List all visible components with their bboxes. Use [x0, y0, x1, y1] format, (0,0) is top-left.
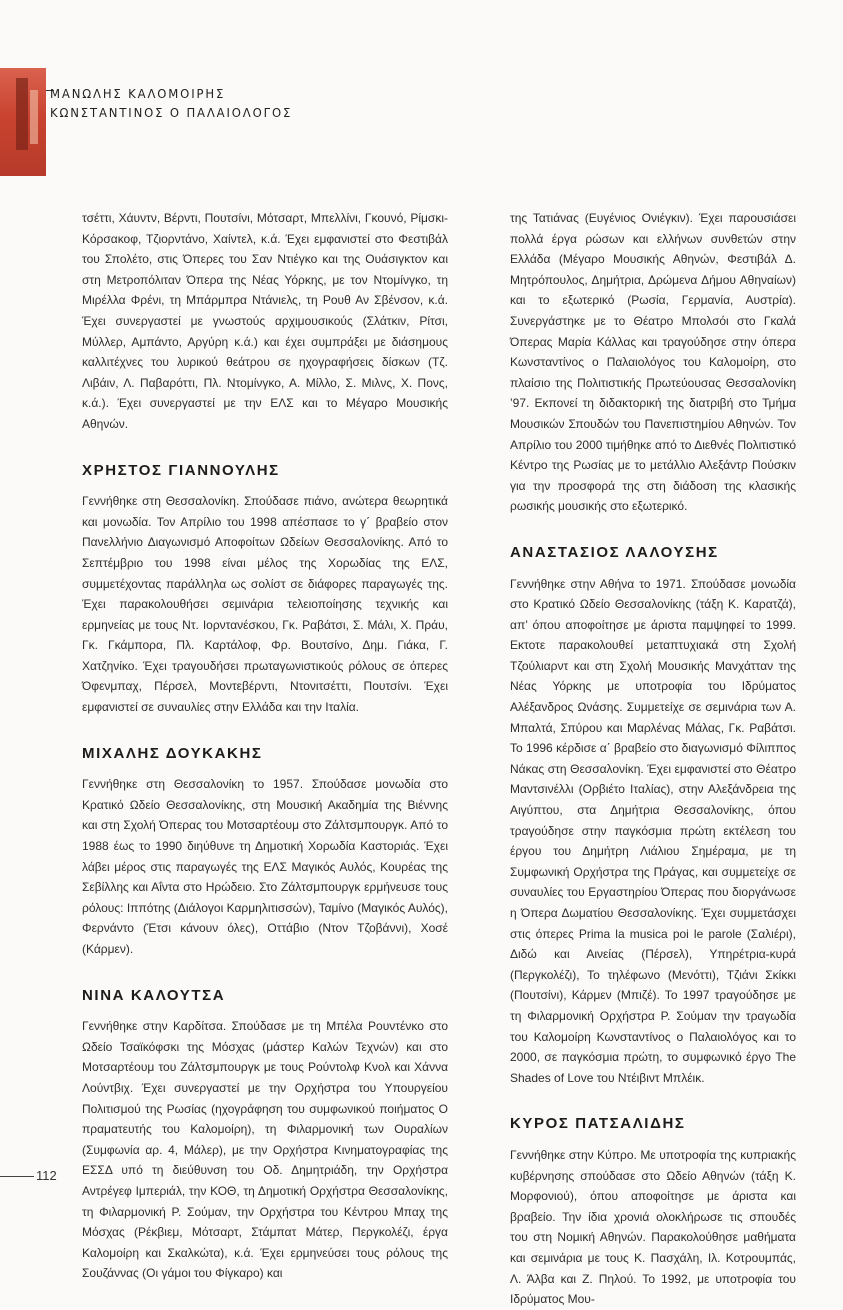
- biography-paragraph: Γεννήθηκε στην Αθήνα το 1971. Σπούδασε μονωδία στο Κρατικό Ωδείο Θεσσαλονίκης (τάξη Κ. Καρατζά), απ’ όπου αποφοίτησε με άριστα παμψηφεί το 1999. Εκτοτε παρακολουθεί μεταπτυχιακά στη Σχολή Τζούλιαρντ και στη Σχολή Μουσικής Μανχάτταν της Νέας Υόρκης με υποτροφία του Ιδρύματος Αλέξανδρος Ωνάσης. Συμμετείχε σε σεμινάρια των Α. Μπαλτά, Σπύρου και Μαρλένας Μάλας, Γκ. Ραβάτσι. Το 1996 κέρδισε α΄ βραβείο στο διαγωνισμό Φίλιππος Νάκας στη Θεσσαλονίκη. Έχει εμφανιστεί στο Θέατρο Μαντσινέλλι (Ορβιέτο Ιταλίας), στην Αλεξάνδρεια της Αιγύπτου, στα Δημήτρια Θεσσαλονίκης, όπου τραγούδησε στην παγκόσμια πρώτη εκτέλεση του έργου του Δημήτρη Λιάλιου Σημέραμα, με τη Συμφωνική Ορχήστρα της Πράγας, και συμμετείχε σε συναυλίες του Εργαστηρίου Όπερας που διοργάνωσε η Όπερα Δωματίου Θεσσαλονίκης. Έχει συμμετάσχει στις όπερες Prima la musica poi le parole (Σαλιέρι), Διδώ και Αινείας (Πέρσελ), Υπηρέτρια-κυρά (Περγκολέζι), Το τηλέφωνο (Μενόττι), Τζιάνι Σκίκκι (Πουτσίνι), Κάρμεν (Μπιζέ). Το 1997 τραγούδησε με τη Φιλαρμονική Ορχήστρα Ρ. Σούμαν την τραγωδία του Καλομοίρη Κωνσταντίνος ο Παλαιολόγος και το 2000, σε παγκόσμια πρώτη, το συμφωνικό έργο The Shades of Love του Ντέιβιντ Μπλέικ.: [510, 576, 796, 1085]
- header-line-composer: ΜΑΝΩΛΗΣ ΚΑΛΟΜΟΙΡΗΣ: [50, 86, 226, 101]
- running-header: [50, 84, 292, 122]
- header-thumbnail-image: [0, 68, 46, 176]
- header-line-opera: ΚΩΝΣΤΑΝΤΙΝΟΣ Ο ΠΑΛΑΙΟΛΟΓΟΣ: [50, 105, 293, 120]
- biography-paragraph: Γεννήθηκε στη Θεσσαλονίκη. Σπούδασε πιάνο, ανώτερα θεωρητικά και μονωδία. Τον Απρίλιο του 1998 απέσπασε το γ΄ βραβείο στον Πανελλήνιο Διαγωνισμό Αποφοίτων Ωδείων Θεσσαλονίκης. Από το Σεπτέμβριο του 1998 είναι μέλος της Χορωδίας της ΕΛΣ, συμμετέχοντας παράλληλα ως σολίστ σε διάφορες παραγωγές της. Έχει παρακολουθήσει σεμινάρια τελειοποίησης τεχνικής και ερμηνείας με τους Ντ. Ιορντανέσκου, Γκ. Ραβάτσι, Σ. Μάλι, Χ. Πράυ, Γκ. Γκάμπορα, Πλ. Καρτάλοφ, Φρ. Βουτσίνο, Δημ. Γιάκα, Γ. Χατζηνίκο. Έχει τραγουδήσει πρωταγωνιστικούς ρόλους σε όπερες Όφενμπαχ, Πέρσελ, Μοντεβέρντι, Ντονιτσέττι, Πουτσίνι. Έχει εμφανιστεί σε συναυλίες στην Ελλάδα και την Ιταλία.: [82, 494, 448, 715]
- section-heading: ΚΥΡΟΣ ΠΑΤΣΑΛΙΔΗΣ: [510, 1115, 686, 1133]
- footer-rule: [0, 1176, 34, 1177]
- thumbnail-figure: [16, 78, 28, 150]
- section-heading: ΧΡΗΣΤΟΣ ΓΙΑΝΝΟΥΛΗΣ: [82, 461, 280, 479]
- paragraph-continued: τσέττι, Χάυντν, Βέρντι, Πουτσίνι, Μότσαρτ, Μπελλίνι, Γκουνό, Ρίμσκι-Κόρσακοφ, Τζιορντάνο, Χαίντελ, κ.ά. Έχει εμφανιστεί στο Φεστιβάλ του Σπολέτο, στις Όπερες του Σαν Ντιέγκο και της Ουάσιγκτον και στη Μετροπόλιταν Όπερα της Νέας Υόρκης, με τον Ντομίνγκο, τη Μιρέλλα Φρένι, τη Μπάρμπρα Ντάνιελς, τη Ρουθ Αν Σβένσον, κ.ά. Έχει συνεργαστεί με γνωστούς αρχιμουσικούς (Σλάτκιν, Ρίτσι, Μύλλερ, Αμπάντο, Αργύρη κ.ά.) και έχει συμπράξει με διάσημους καλλιτέχνες του λυρικού θεάτρου σε ηχογραφήσεις δίσκων (Τζ. Λιβάιν, Λ. Παβαρόττι, Πλ. Ντομίνγκο, Α. Μίλλο, Σ. Μιλνς, Χ. Πονς, κ.ά.). Έχει συνεργαστεί με την ΕΛΣ και το Μέγαρο Μουσικής Αθηνών.: [82, 211, 448, 431]
- section-heading: ΝΙΝΑ ΚΑΛΟΥΤΣΑ: [82, 986, 226, 1004]
- section-heading: ΜΙΧΑΛΗΣ ΔΟΥΚΑΚΗΣ: [82, 744, 263, 762]
- right-column: [510, 208, 796, 1310]
- biography-paragraph: Γεννήθηκε στην Καρδίτσα. Σπούδασε με τη Μπέλα Ρουντένκο στο Ωδείο Τσαϊκόφσκι της Μόσχας (μάστερ Καλών Τεχνών) και στο Μοτσαρτέουμ του Ζάλτσμπουργκ με τους Ρούντολφ Κνολ και Χάννα Λούντβιχ. Έχει συνεργαστεί με την Ορχήστρα του Υπουργείου Πολιτισμού της Ρωσίας (ηχογράφηση του συμφωνικού ποιήματος Ο πραματευτής του Καλομοίρη), τη Φιλαρμονική των Ουραλίων (Συμφωνία αρ. 4, Μάλερ), με την Ορχήστρα Κινηματογραφίας της ΕΣΣΔ υπό τη διεύθυνση του Οδ. Δημητριάδη, την Ορχήστρα Αντρέγεφ Ιμπεριάλ, την ΚΟΘ, τη Δημοτική Ορχήστρα Θεσσαλονίκης, τη Φιλαρμονική Ρ. Σούμαν, την Ορχήστρα του Κέντρου Μπαχ της Μόσχας (Ρέκβιεμ, Μότσαρτ, Στάμπατ Μάτερ, Περγκολέζι, έργα Καλομοίρη και Σκαλκώτα), κ.ά. Έχει ερμηνεύσει τους ρόλους της Σουζάννας (Οι γάμοι του Φίγκαρο) και: [82, 1019, 448, 1281]
- biography-paragraph: Γεννήθηκε στην Κύπρο. Με υποτροφία της κυπριακής κυβέρνησης σπούδασε στο Ωδείο Αθηνών (τάξη Κ. Μορφονιού), όπου αποφοίτησε με άριστα και βραβείο. Την ίδια χρονιά ολοκλήρωσε τις σπουδές του στη Νομική Αθηνών. Παρακολούθησε μαθήματα και σεμινάρια με τους Κ. Πασχάλη, Ιλ. Κοτρουμπάς, Λ. Άλβα και Ζ. Πηλού. Το 1992, με υποτροφία του Ιδρύματος Μου-: [510, 1147, 796, 1307]
- biography-paragraph: Γεννήθηκε στη Θεσσαλονίκη το 1957. Σπούδασε μονωδία στο Κρατικό Ωδείο Θεσσαλονίκης, στη Μουσική Ακαδημία της Βιέννης και στη Σχολή Όπερας του Μοτσαρτέουμ στο Ζάλτσμπουργκ. Από το 1988 έως το 1990 διηύθυνε τη Δημοτική Χορωδία Καστοριάς. Έχει λάβει μέρος στις παραγωγές της ΕΛΣ Μαγικός Αυλός, Κουρέας της Σεβίλλης και Αΐντα στο Ηρώδειο. Στο Ζάλτσμπουργκ ερμήνευσε τους ρόλους: Ιππότης (Διάλογοι Καρμηλιτισσών), Ταμίνο (Μαγικός Αυλός), Φερνάντο (Έτσι κάνουν όλες), Οττάβιο (Ντον Τζοβάννι), Χοσέ (Κάρμεν).: [82, 777, 448, 956]
- left-column: [82, 208, 448, 1284]
- thumbnail-highlight: [30, 90, 38, 144]
- page-number: 112: [36, 1168, 57, 1183]
- section-heading: ΑΝΑΣΤΑΣΙΟΣ ΛΑΛΟΥΣΗΣ: [510, 543, 719, 561]
- paragraph-continued: της Τατιάνας (Ευγένιος Ονιέγκιν). Έχει παρουσιάσει πολλά έργα ρώσων και ελλήνων συνθετών στην Ελλάδα (Μέγαρο Μουσικής Αθηνών, Φεστιβάλ Δ. Μητρόπουλος, Δημήτρια, Δρώμενα Δήμου Αθηναίων) και το εξωτερικό (Ρωσία, Γερμανία, Αυστρία). Συνεργάστηκε με το Θέατρο Μπολσόι στο Γκαλά Όπερας Μαρία Κάλλας και τραγούδησε στην όπερα Κωνσταντίνος ο Παλαιολόγος του Καλομοίρη, στο πλαίσιο της Πολιτιστικής Πρωτεύουσας Θεσσαλονίκη ’97. Εκπονεί τη διδακτορική της διατριβή στο Τμήμα Μουσικών Σπουδών του Πανεπιστημίου Αθηνών. Τον Απρίλιο του 2000 τιμήθηκε από το Διεθνές Πολιτιστικό Κέντρο της Ρωσίας με το μετάλλιο Αλεξάντρ Πούσκιν για την προσφορά της στη διάδοση της κλασικής ρωσικής μουσικής στο εξωτερικό.: [510, 211, 796, 514]
